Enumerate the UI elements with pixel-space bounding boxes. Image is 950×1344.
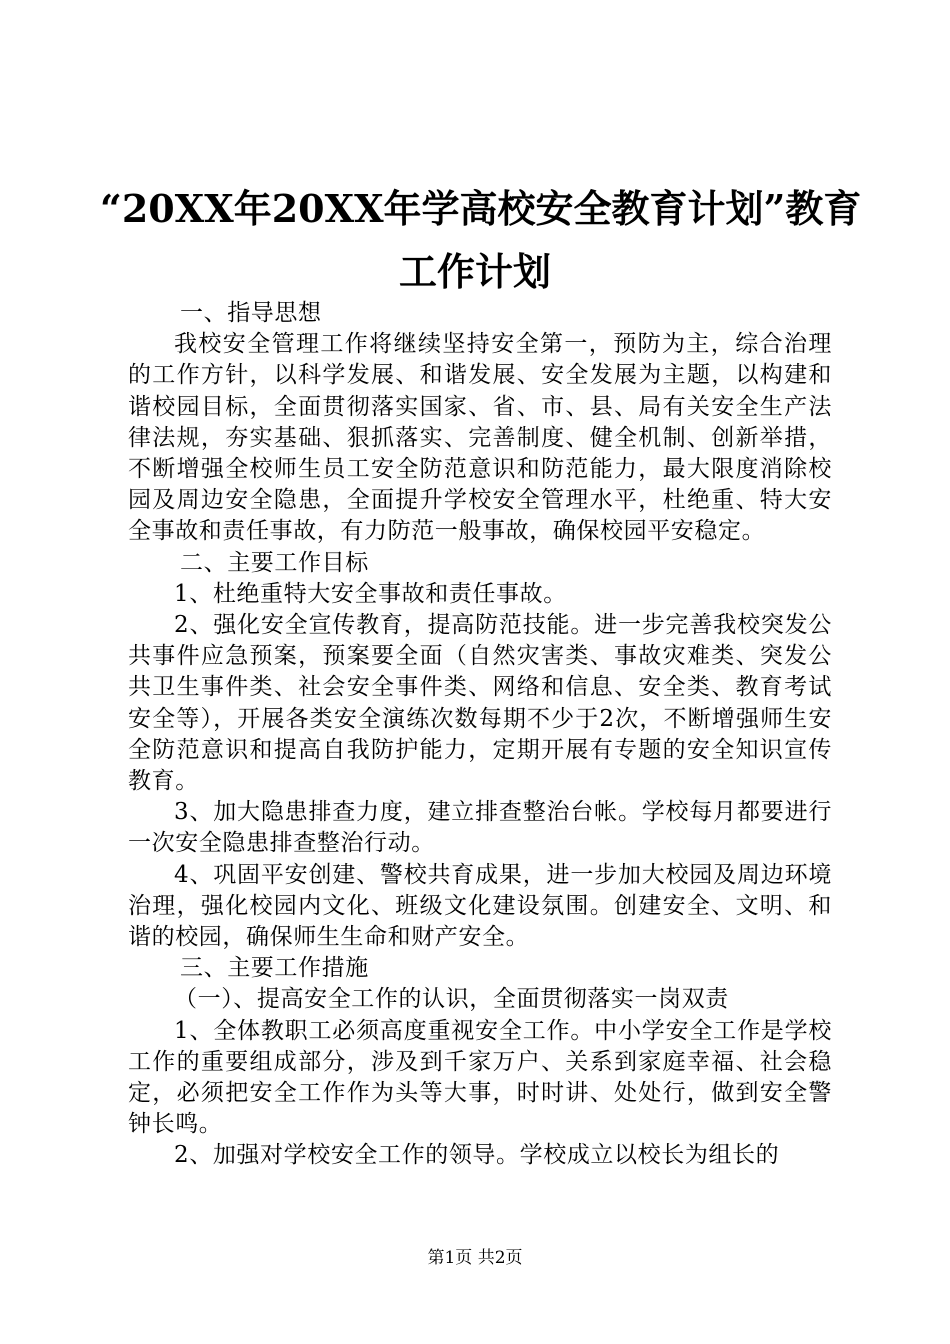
paragraph: 我校安全管理工作将继续坚持安全第一，预防为主，综合治理的工作方针，以科学发展、和谐发展、安全发展为主题，以构建和谐校园目标，全面贯彻落实国家、省、市、县、局有关安全生产法律法规，夯实基础、狠抓落实、完善制度、健全机制、创新举措，不断增强全校师生员工安全防范意识和防范能力，最大限度消除校园及周边安全隐患，全面提升学校安全管理水平，杜绝重、特大安全事故和责任事故，有力防范一般事故，确保校园平安稳定。: [128, 331, 832, 545]
page-footer: 第1页 共2页: [427, 1248, 523, 1268]
subsection-heading: （一）、提高安全工作的认识，全面贯彻落实一岗双责: [174, 986, 729, 1013]
section-heading: 三、主要工作措施: [180, 955, 369, 982]
paragraph: 4、巩固平安创建、警校共育成果，进一步加大校园及周边环境治理，强化校园内文化、班级文化建设氛围。创建安全、文明、和谐的校园，确保师生生命和财产安全。: [128, 861, 832, 951]
section-heading: 二、主要工作目标: [180, 549, 369, 576]
paragraph: 2、强化安全宣传教育，提高防范技能。进一步完善我校突发公共事件应急预案，预案要全面（自然灾害类、事故灾难类、突发公共卫生事件类、社会安全事件类、网络和信息、安全类、教育考试安全等），开展各类安全演练次数每期不少于2次，不断增强师生安全防范意识和提高自我防护能力，定期开展有专题的安全知识宣传教育。: [128, 612, 832, 795]
document-title-line-2: 工作计划: [398, 249, 551, 294]
paragraph: 3、加大隐患排查力度，建立排查整治台帐。学校每月都要进行一次安全隐患排查整治行动。: [128, 799, 832, 857]
document-title-line-1: “20XX年20XX年学高校安全教育计划”教育: [100, 186, 862, 231]
paragraph: 1、全体教职工必须高度重视安全工作。中小学安全工作是学校工作的重要组成部分，涉及到千家万户、关系到家庭幸福、社会稳定，必须把安全工作作为头等大事，时时讲、处处行，做到安全警钟长鸣。: [128, 1017, 832, 1138]
section-heading: 一、指导思想: [180, 300, 322, 326]
document-body: [128, 298, 832, 1172]
paragraph: 2、加强对学校安全工作的领导。学校成立以校长为组长的: [174, 1142, 780, 1169]
paragraph: 1、杜绝重特大安全事故和责任事故。: [174, 580, 567, 607]
